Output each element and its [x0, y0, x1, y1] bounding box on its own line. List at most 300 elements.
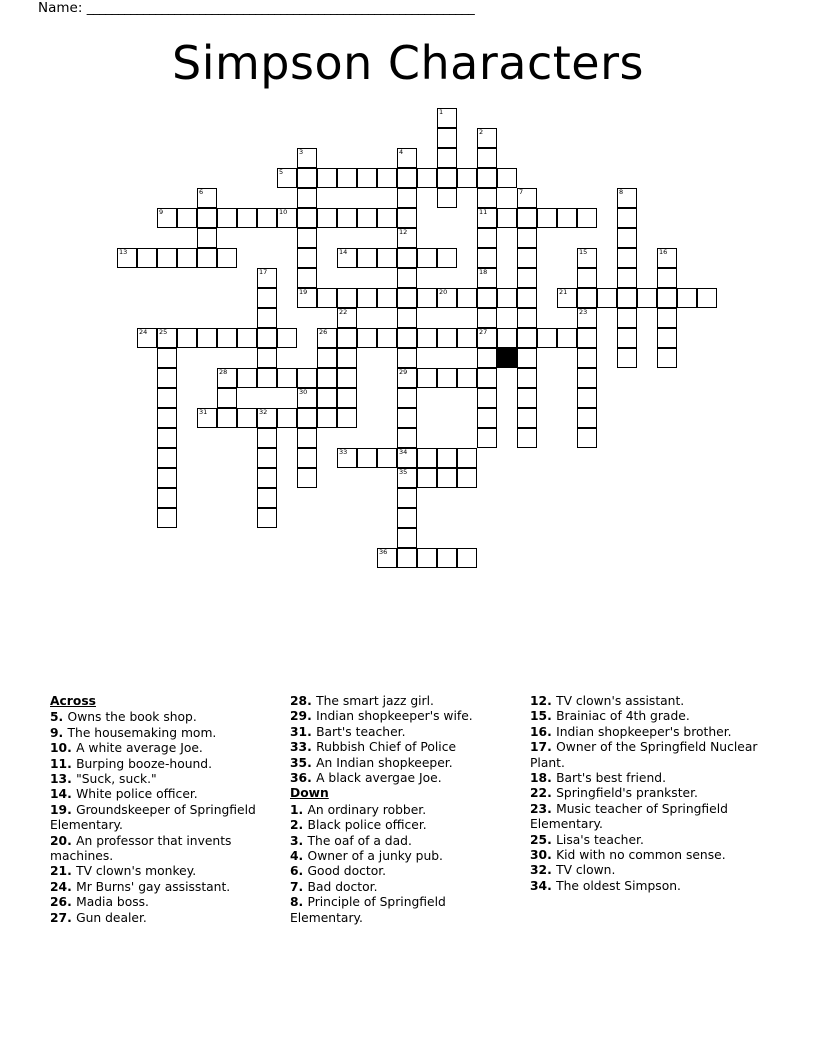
grid-cell[interactable]	[337, 368, 357, 388]
grid-cell[interactable]	[617, 288, 637, 308]
grid-cell[interactable]	[477, 168, 497, 188]
grid-cell[interactable]	[477, 248, 497, 268]
grid-cell[interactable]	[317, 208, 337, 228]
grid-cell-number: 34	[399, 448, 408, 456]
clue-item	[50, 834, 275, 865]
grid-cell[interactable]	[477, 208, 497, 228]
grid-cell[interactable]	[477, 388, 497, 408]
grid-cell[interactable]	[177, 208, 197, 228]
grid-cell[interactable]	[317, 168, 337, 188]
clue-number: 14.	[50, 787, 77, 802]
grid-cell[interactable]	[657, 288, 677, 308]
grid-cell[interactable]	[397, 268, 417, 288]
grid-cell[interactable]	[257, 408, 277, 428]
clue-text: TV clown's monkey.	[76, 864, 197, 879]
grid-cell[interactable]	[617, 228, 637, 248]
grid-cell[interactable]	[397, 448, 417, 468]
grid-cell[interactable]	[437, 448, 457, 468]
grid-cell[interactable]	[517, 428, 537, 448]
grid-cell-number: 17	[259, 268, 268, 276]
grid-cell-number: 35	[399, 468, 408, 476]
grid-cell[interactable]	[297, 168, 317, 188]
grid-cell[interactable]	[397, 208, 417, 228]
clue-text: Groundskeeper of Springfield Elementary.	[50, 802, 256, 833]
grid-cell[interactable]	[477, 228, 497, 248]
grid-cell[interactable]	[357, 448, 377, 468]
clue-item	[50, 772, 275, 787]
clue-text: Black police officer.	[307, 818, 427, 833]
grid-cell[interactable]	[297, 448, 317, 468]
clue-text: The housemaking mom.	[67, 725, 217, 740]
grid-cell[interactable]	[217, 388, 237, 408]
grid-cell[interactable]	[577, 368, 597, 388]
clue-number: 30.	[530, 848, 557, 863]
clue-number: 2.	[290, 818, 308, 833]
grid-cell[interactable]	[577, 208, 597, 228]
grid-cell[interactable]	[517, 208, 537, 228]
grid-cell[interactable]	[517, 228, 537, 248]
grid-cell[interactable]	[517, 308, 537, 328]
grid-cell[interactable]	[557, 208, 577, 228]
clue-item	[530, 802, 770, 833]
grid-cell-number: 3	[299, 148, 304, 156]
grid-cell-number: 33	[339, 448, 348, 456]
grid-cell[interactable]	[557, 288, 577, 308]
clue-number: 12.	[530, 694, 557, 708]
grid-cell[interactable]	[297, 368, 317, 388]
grid-cell[interactable]	[157, 428, 177, 448]
grid-cell[interactable]	[617, 328, 637, 348]
grid-cell[interactable]	[417, 168, 437, 188]
clue-column-2	[290, 694, 520, 926]
grid-cell[interactable]	[177, 328, 197, 348]
grid-cell[interactable]	[517, 248, 537, 268]
grid-cell[interactable]	[237, 408, 257, 428]
grid-cell[interactable]	[397, 308, 417, 328]
grid-cell[interactable]	[337, 348, 357, 368]
clues-section	[38, 694, 778, 964]
grid-cell[interactable]	[477, 128, 497, 148]
clue-text: Burping booze-hound.	[76, 756, 213, 771]
grid-cell[interactable]	[157, 348, 177, 368]
clue-number: 31.	[290, 724, 317, 739]
grid-cell[interactable]	[457, 468, 477, 488]
grid-cell[interactable]	[517, 328, 537, 348]
grid-cell[interactable]	[297, 248, 317, 268]
grid-cell[interactable]	[457, 168, 477, 188]
grid-cell[interactable]	[577, 408, 597, 428]
grid-cell[interactable]	[237, 208, 257, 228]
grid-cell[interactable]	[237, 368, 257, 388]
crossword-grid[interactable]	[0, 108, 816, 618]
clue-number: 32.	[530, 863, 557, 878]
clue-number: 27.	[50, 910, 77, 925]
grid-cell[interactable]	[617, 188, 637, 208]
grid-cell-number: 16	[659, 248, 668, 256]
grid-cell[interactable]	[337, 388, 357, 408]
grid-cell-number: 18	[479, 268, 488, 276]
grid-cell[interactable]	[477, 368, 497, 388]
grid-cell[interactable]	[277, 328, 297, 348]
grid-cell[interactable]	[317, 348, 337, 368]
grid-cell[interactable]	[437, 188, 457, 208]
grid-cell[interactable]	[137, 328, 157, 348]
grid-cell[interactable]	[317, 288, 337, 308]
grid-cell[interactable]	[377, 548, 397, 568]
clue-item	[50, 895, 275, 910]
grid-cell[interactable]	[437, 148, 457, 168]
grid-cell[interactable]	[577, 328, 597, 348]
grid-cell[interactable]	[457, 368, 477, 388]
grid-cell-number: 27	[479, 328, 488, 336]
clue-item	[530, 863, 770, 878]
clue-text: An Indian shopkeeper.	[316, 755, 453, 770]
grid-cell[interactable]	[297, 408, 317, 428]
clue-number: 4.	[290, 849, 308, 864]
grid-cell[interactable]	[537, 208, 557, 228]
grid-cell[interactable]	[217, 408, 237, 428]
grid-cell[interactable]	[637, 288, 657, 308]
clue-number: 34.	[530, 878, 557, 893]
grid-cell[interactable]	[617, 208, 637, 228]
grid-cell[interactable]	[497, 328, 517, 348]
grid-cell[interactable]	[457, 288, 477, 308]
grid-cell[interactable]	[577, 308, 597, 328]
grid-cell[interactable]	[397, 408, 417, 428]
grid-cell[interactable]	[277, 368, 297, 388]
grid-cell[interactable]	[377, 248, 397, 268]
grid-cell[interactable]	[297, 388, 317, 408]
clue-item	[50, 757, 275, 772]
grid-cell[interactable]	[577, 388, 597, 408]
grid-cell[interactable]	[337, 208, 357, 228]
clue-number: 24.	[50, 879, 77, 894]
grid-cell[interactable]	[697, 288, 717, 308]
grid-cell[interactable]	[257, 308, 277, 328]
grid-cell[interactable]	[677, 288, 697, 308]
grid-cell-number: 9	[159, 208, 164, 216]
clue-item	[290, 694, 520, 709]
grid-cell[interactable]	[257, 208, 277, 228]
grid-cell[interactable]	[377, 288, 397, 308]
grid-cell[interactable]	[617, 248, 637, 268]
grid-cell[interactable]	[497, 288, 517, 308]
grid-cell[interactable]	[437, 168, 457, 188]
grid-cell[interactable]	[217, 248, 237, 268]
grid-cell[interactable]	[437, 368, 457, 388]
grid-cell[interactable]	[157, 408, 177, 428]
clue-item	[530, 833, 770, 848]
grid-cell[interactable]	[357, 248, 377, 268]
grid-cell[interactable]	[357, 168, 377, 188]
grid-cell-number: 2	[479, 128, 484, 136]
clue-text: A black avergae Joe.	[316, 771, 442, 786]
grid-cell[interactable]	[497, 168, 517, 188]
grid-cell[interactable]	[157, 368, 177, 388]
clue-item	[290, 709, 520, 724]
grid-cell[interactable]	[197, 248, 217, 268]
clue-text: Owns the book shop.	[67, 710, 197, 725]
grid-cell[interactable]	[577, 348, 597, 368]
clue-item	[530, 786, 770, 801]
grid-cell[interactable]	[317, 328, 337, 348]
grid-cell-number: 5	[279, 168, 284, 176]
grid-cell-number: 28	[219, 368, 228, 376]
grid-cell[interactable]	[297, 148, 317, 168]
grid-cell[interactable]	[297, 208, 317, 228]
grid-cell[interactable]	[557, 328, 577, 348]
grid-cell[interactable]	[477, 328, 497, 348]
clue-number: 10.	[50, 741, 77, 756]
grid-cell[interactable]	[257, 368, 277, 388]
clue-text: A white average Joe.	[76, 741, 203, 756]
grid-cell[interactable]	[197, 408, 217, 428]
grid-cell-number: 25	[159, 328, 168, 336]
grid-cell[interactable]	[517, 268, 537, 288]
clue-number: 19.	[50, 802, 77, 817]
grid-cell[interactable]	[257, 468, 277, 488]
grid-cell[interactable]	[437, 128, 457, 148]
grid-cell[interactable]	[397, 168, 417, 188]
grid-cell[interactable]	[357, 208, 377, 228]
clue-number: 29.	[290, 709, 317, 724]
grid-cell-number: 1	[439, 108, 444, 116]
grid-cell[interactable]	[577, 248, 597, 268]
grid-cell[interactable]	[257, 488, 277, 508]
clue-column-3	[530, 694, 770, 894]
grid-cell-number: 7	[519, 188, 524, 196]
down-heading: Down	[290, 786, 329, 801]
grid-cell[interactable]	[257, 328, 277, 348]
grid-cell[interactable]	[337, 168, 357, 188]
grid-cell[interactable]	[297, 428, 317, 448]
grid-cell[interactable]	[377, 208, 397, 228]
grid-cell[interactable]	[377, 448, 397, 468]
grid-cell[interactable]	[577, 288, 597, 308]
grid-cell[interactable]	[417, 468, 437, 488]
grid-cell[interactable]	[417, 368, 437, 388]
grid-cell[interactable]	[297, 288, 317, 308]
grid-cell[interactable]	[397, 328, 417, 348]
grid-cell[interactable]	[157, 208, 177, 228]
clue-text: Mr Burns' gay assisstant.	[76, 879, 231, 894]
grid-cell[interactable]	[437, 328, 457, 348]
grid-cell[interactable]	[157, 388, 177, 408]
clue-item	[290, 803, 520, 818]
clue-text: White police officer.	[76, 787, 198, 802]
grid-cell[interactable]	[277, 408, 297, 428]
clue-text: The smart jazz girl.	[316, 694, 434, 708]
grid-cell[interactable]	[337, 328, 357, 348]
grid-cell[interactable]	[317, 368, 337, 388]
clue-item	[290, 771, 520, 786]
grid-cell[interactable]	[397, 428, 417, 448]
grid-cell[interactable]	[517, 348, 537, 368]
clue-number: 3.	[290, 833, 308, 848]
grid-cell[interactable]	[197, 188, 217, 208]
grid-cell[interactable]	[477, 188, 497, 208]
clue-number: 21.	[50, 864, 77, 879]
clue-text: Kid with no common sense.	[556, 848, 726, 863]
grid-cell[interactable]	[477, 268, 497, 288]
grid-cell[interactable]	[477, 308, 497, 328]
grid-cell[interactable]	[437, 468, 457, 488]
grid-cell[interactable]	[377, 328, 397, 348]
grid-cell[interactable]	[217, 328, 237, 348]
grid-cell[interactable]	[257, 288, 277, 308]
grid-cell[interactable]	[437, 288, 457, 308]
grid-cell-number: 30	[299, 388, 308, 396]
grid-cell[interactable]	[477, 348, 497, 368]
grid-cell[interactable]	[277, 208, 297, 228]
grid-cell[interactable]	[477, 428, 497, 448]
grid-cell[interactable]	[397, 288, 417, 308]
clue-item	[290, 834, 520, 849]
grid-cell[interactable]	[657, 248, 677, 268]
grid-cell[interactable]	[157, 508, 177, 528]
grid-cell[interactable]	[397, 528, 417, 548]
grid-cell[interactable]	[517, 388, 537, 408]
grid-cell[interactable]	[477, 148, 497, 168]
grid-cell[interactable]	[417, 548, 437, 568]
grid-cell[interactable]	[617, 348, 637, 368]
clue-number: 28.	[290, 694, 317, 708]
grid-cell[interactable]	[577, 268, 597, 288]
grid-cell[interactable]	[197, 228, 217, 248]
grid-cell[interactable]	[517, 188, 537, 208]
grid-cell[interactable]	[257, 348, 277, 368]
grid-cell[interactable]	[457, 448, 477, 468]
grid-cell[interactable]	[417, 288, 437, 308]
clue-item	[290, 740, 520, 755]
grid-cell[interactable]	[157, 488, 177, 508]
grid-cell[interactable]	[397, 348, 417, 368]
grid-cell[interactable]	[497, 208, 517, 228]
grid-cell[interactable]	[397, 368, 417, 388]
grid-cell[interactable]	[217, 368, 237, 388]
grid-cell[interactable]	[257, 508, 277, 528]
grid-cell[interactable]	[397, 188, 417, 208]
grid-cell[interactable]	[417, 248, 437, 268]
grid-cell[interactable]	[477, 288, 497, 308]
grid-cell-number: 32	[259, 408, 268, 416]
grid-cell[interactable]	[117, 248, 137, 268]
grid-cell[interactable]	[277, 168, 297, 188]
grid-cell[interactable]	[397, 248, 417, 268]
grid-cell[interactable]	[357, 328, 377, 348]
grid-cell[interactable]	[517, 408, 537, 428]
clue-text: The oldest Simpson.	[556, 878, 681, 893]
grid-cell[interactable]	[457, 328, 477, 348]
grid-cell[interactable]	[657, 308, 677, 328]
clue-text: Owner of the Springfield Nuclear Plant.	[530, 740, 758, 770]
grid-cell[interactable]	[397, 488, 417, 508]
grid-cell[interactable]	[397, 388, 417, 408]
clue-item	[50, 726, 275, 741]
clue-column-1	[50, 694, 275, 926]
grid-cell[interactable]	[657, 268, 677, 288]
clue-number: 7.	[290, 879, 308, 894]
grid-cell[interactable]	[317, 408, 337, 428]
grid-cell[interactable]	[157, 448, 177, 468]
grid-cell[interactable]	[317, 388, 337, 408]
grid-cell[interactable]	[437, 248, 457, 268]
clue-text: "Suck, suck."	[76, 772, 157, 787]
clue-text: Good doctor.	[307, 864, 387, 879]
grid-cell[interactable]	[297, 468, 317, 488]
grid-cell[interactable]	[337, 448, 357, 468]
grid-cell[interactable]	[197, 208, 217, 228]
grid-cell[interactable]	[337, 248, 357, 268]
clue-number: 9.	[50, 725, 68, 740]
grid-cell[interactable]	[397, 508, 417, 528]
grid-cell[interactable]	[377, 168, 397, 188]
grid-cell[interactable]	[457, 548, 477, 568]
grid-cell[interactable]	[177, 248, 197, 268]
clue-text: An professor that invents machines.	[50, 833, 232, 864]
grid-cell[interactable]	[257, 268, 277, 288]
clue-text: Springfield's prankster.	[556, 786, 698, 801]
grid-cell[interactable]	[297, 268, 317, 288]
grid-cell[interactable]	[397, 148, 417, 168]
grid-cell[interactable]	[157, 328, 177, 348]
grid-cell[interactable]	[297, 228, 317, 248]
grid-cell[interactable]	[417, 448, 437, 468]
grid-cell[interactable]	[617, 268, 637, 288]
grid-cell[interactable]	[597, 288, 617, 308]
grid-cell[interactable]	[137, 248, 157, 268]
clue-item	[50, 803, 275, 834]
grid-cell[interactable]	[577, 428, 597, 448]
grid-cell[interactable]	[437, 548, 457, 568]
grid-cell-number: 13	[119, 248, 128, 256]
grid-cell[interactable]	[417, 328, 437, 348]
grid-cell-number: 19	[299, 288, 308, 296]
grid-cell[interactable]	[657, 348, 677, 368]
grid-cell[interactable]	[157, 468, 177, 488]
grid-cell[interactable]	[477, 408, 497, 428]
grid-cell[interactable]	[657, 328, 677, 348]
grid-cell[interactable]	[437, 108, 457, 128]
grid-cell[interactable]	[357, 288, 377, 308]
grid-cell[interactable]	[257, 448, 277, 468]
clue-text: Music teacher of Springfield Elementary.	[530, 801, 728, 832]
grid-cell[interactable]	[337, 288, 357, 308]
clue-text: Lisa's teacher.	[556, 832, 644, 847]
grid-cell[interactable]	[517, 368, 537, 388]
grid-cell[interactable]	[537, 328, 557, 348]
clue-text: TV clown.	[556, 863, 616, 878]
clue-number: 11.	[50, 756, 77, 771]
grid-cell[interactable]	[397, 548, 417, 568]
grid-cell[interactable]	[617, 308, 637, 328]
grid-cell[interactable]	[157, 248, 177, 268]
grid-cell[interactable]	[397, 468, 417, 488]
grid-cell[interactable]	[197, 328, 217, 348]
grid-cell[interactable]	[337, 408, 357, 428]
grid-cell[interactable]	[217, 208, 237, 228]
grid-cell[interactable]	[297, 188, 317, 208]
clue-item	[290, 864, 520, 879]
grid-cell[interactable]	[517, 288, 537, 308]
clue-text: The oaf of a dad.	[307, 833, 412, 848]
grid-cell[interactable]	[397, 228, 417, 248]
clue-item	[50, 710, 275, 725]
clue-item	[290, 725, 520, 740]
grid-cell[interactable]	[237, 328, 257, 348]
grid-cell[interactable]	[337, 308, 357, 328]
grid-cell[interactable]	[257, 428, 277, 448]
